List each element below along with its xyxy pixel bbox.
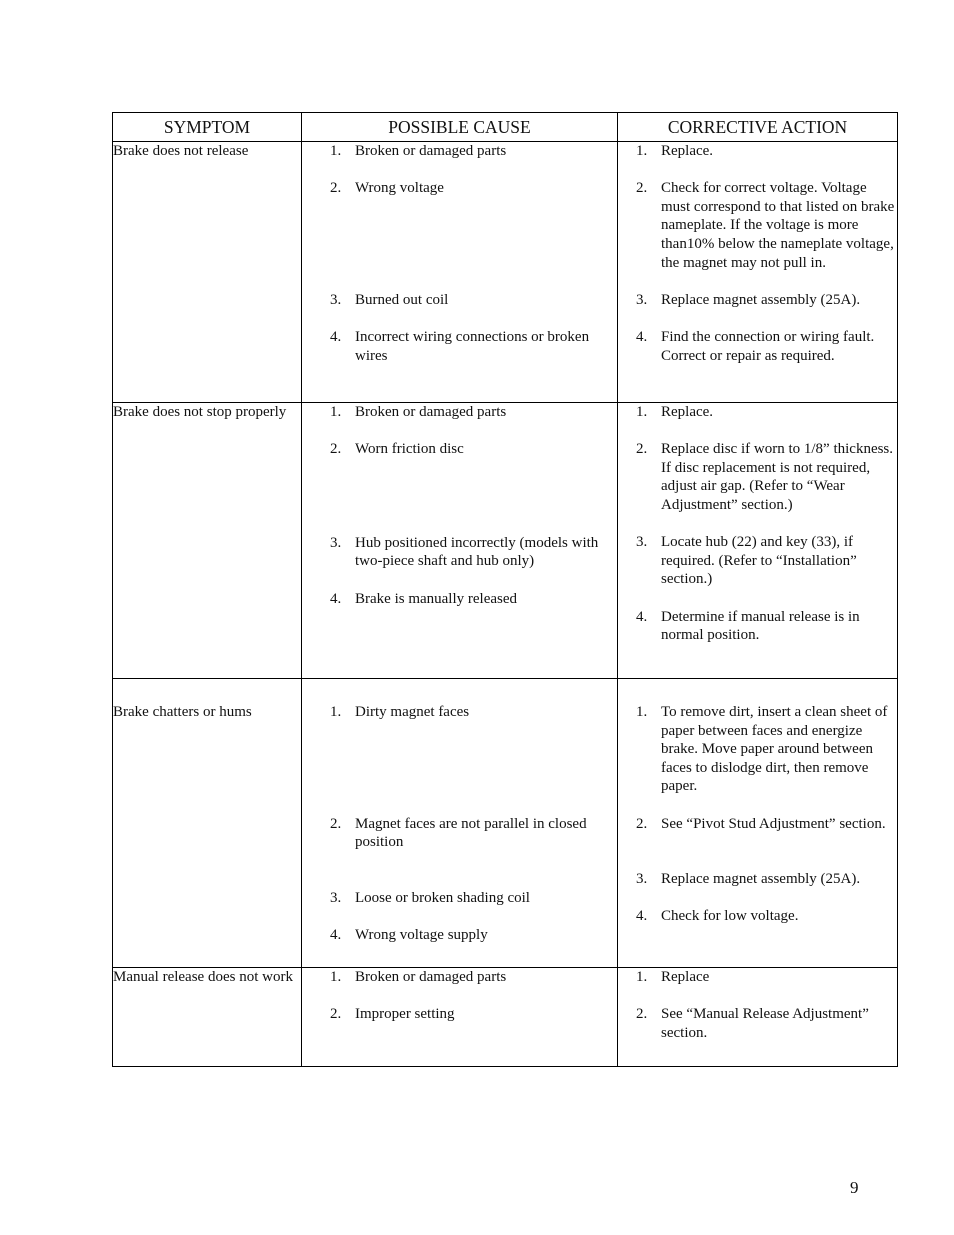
action-item: 4. Check for low voltage.	[636, 908, 799, 925]
action-item: 1. Replace	[636, 969, 710, 985]
action-cell	[618, 968, 898, 1067]
cause-item: 2. Magnet faces are not parallel in closed position	[330, 815, 587, 851]
symptom-cell: Manual release does not work	[113, 968, 302, 1067]
table-row	[113, 679, 898, 968]
action-item: 4. Determine if manual release is in normal position.	[636, 608, 860, 644]
action-item: 2. Check for correct voltage. Voltage must correspond to that listed on brake nameplate. If the voltage is more than10% below the nameplate voltage, the magnet may not pull in.	[636, 180, 895, 271]
header-symptom: SYMPTOM	[113, 113, 302, 142]
cause-item: 4. Brake is manually released	[330, 590, 518, 607]
header-possible-cause: POSSIBLE CAUSE	[302, 113, 618, 142]
action-item: 1. Replace.	[636, 143, 714, 159]
table-row	[113, 968, 898, 1067]
action-item: 2. See “Pivot Stud Adjustment” section.	[636, 815, 886, 832]
cause-item: 4. Wrong voltage supply	[330, 926, 488, 943]
cause-item: 2. Wrong voltage	[330, 180, 444, 197]
symptom-cell: Brake chatters or hums	[113, 679, 302, 968]
action-item: 4. Find the connection or wiring fault. Correct or repair as required.	[636, 328, 875, 364]
action-item: 1. Replace.	[636, 404, 714, 420]
action-item: 3. Locate hub (22) and key (33), if required. (Refer to “Installation” section.)	[636, 534, 857, 588]
cause-cell	[302, 679, 618, 968]
cause-item: 1. Broken or damaged parts	[330, 969, 507, 985]
cause-cell	[302, 142, 618, 403]
action-item: 3. Replace magnet assembly (25A).	[636, 291, 861, 308]
cause-item: 2. Worn friction disc	[330, 441, 464, 458]
table-row	[113, 142, 898, 403]
header-corrective-action: CORRECTIVE ACTION	[618, 113, 898, 142]
action-cell	[618, 142, 898, 403]
action-cell	[618, 679, 898, 968]
action-item: 2. See “Manual Release Adjustment” section.	[636, 1006, 869, 1041]
action-item: 3. Replace magnet assembly (25A).	[636, 871, 861, 888]
cause-item: 3. Burned out coil	[330, 291, 449, 308]
cause-cell	[302, 403, 618, 679]
table-row	[113, 403, 898, 679]
cause-item: 1. Dirty magnet faces	[330, 704, 470, 720]
action-cell	[618, 403, 898, 679]
cause-item: 3. Hub positioned incorrectly (models with two-piece shaft and hub only)	[330, 534, 599, 570]
cause-cell	[302, 968, 618, 1067]
cause-item: 3. Loose or broken shading coil	[330, 889, 530, 906]
action-item: 2. Replace disc if worn to 1/8” thickness. If disc replacement is not required, adjust air gap. (Refer to “Wear Adjustment” section.)	[636, 441, 894, 513]
troubleshooting-table	[112, 112, 898, 1067]
cause-item: 1. Broken or damaged parts	[330, 143, 507, 159]
symptom-cell: Brake does not stop properly	[113, 403, 302, 679]
cause-item: 4. Incorrect wiring connections or broken wires	[330, 328, 590, 364]
symptom-cell: Brake does not release	[113, 142, 302, 403]
cause-item: 1. Broken or damaged parts	[330, 404, 507, 420]
cause-item: 2. Improper setting	[330, 1006, 455, 1023]
table-header-row	[113, 113, 898, 142]
action-item: 1. To remove dirt, insert a clean sheet of paper between faces and energize brake. Move paper around between faces to dislodge dirt, then remove paper.	[636, 704, 888, 795]
page-number: 9	[850, 1178, 859, 1197]
